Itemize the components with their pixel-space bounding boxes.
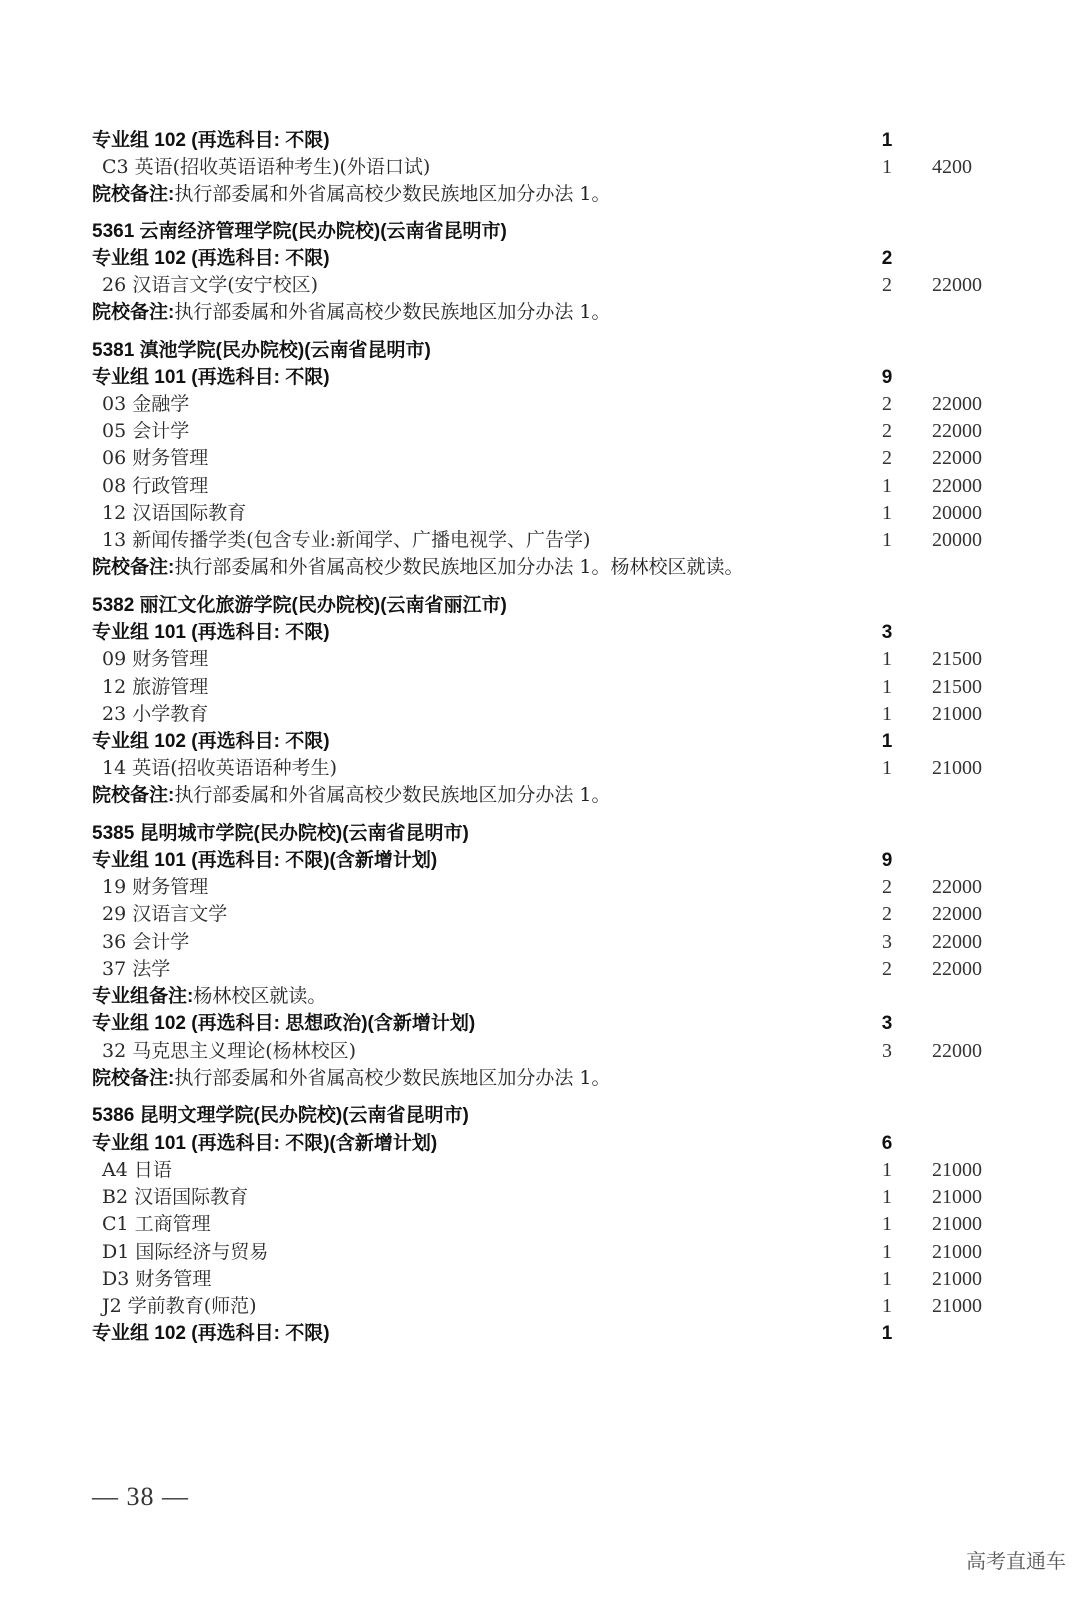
major-group-row [0, 847, 1080, 874]
group-name: 专业组 101 (再选科目: 不限)(含新增计划) [92, 1133, 438, 1154]
school-name: 5386 昆明文理学院(民办院校)(云南省昆明市) [92, 1105, 469, 1126]
tuition-fee: 21000 [932, 757, 982, 779]
major-row [0, 418, 1080, 445]
major-name: A4 日语 [102, 1159, 172, 1181]
major-row [0, 646, 1080, 673]
tuition-fee: 4200 [932, 156, 972, 178]
remark-text [92, 1065, 610, 1092]
group-name: 专业组 102 (再选科目: 不限) [92, 1323, 330, 1344]
major-name: 29 汉语言文学 [102, 903, 228, 925]
major-name: 13 新闻传播学类(包含专业:新闻学、广播电视学、广告学) [102, 529, 591, 551]
tuition-fee: 20000 [932, 502, 982, 524]
tuition-fee: 21000 [932, 703, 982, 725]
remark-text [92, 554, 743, 581]
remark-text [92, 782, 610, 809]
group-name: 专业组 102 (再选科目: 不限) [92, 248, 330, 269]
tuition-fee: 22000 [932, 274, 982, 296]
major-row [0, 1184, 1080, 1211]
plan-count: 1 [881, 1323, 893, 1344]
tuition-fee: 21000 [932, 1241, 982, 1263]
tuition-fee: 22000 [932, 475, 982, 497]
major-row [0, 874, 1080, 901]
school-name: 5385 昆明城市学院(民办院校)(云南省昆明市) [92, 823, 469, 844]
remark-label: 专业组备注: [92, 986, 194, 1007]
group-name: 专业组 101 (再选科目: 不限) [92, 622, 330, 643]
remark-body: 执行部委属和外省属高校少数民族地区加分办法 1。 [174, 183, 611, 205]
plan-count: 9 [881, 850, 893, 871]
plan-count: 1 [882, 475, 892, 497]
tuition-fee: 21000 [932, 1186, 982, 1208]
school-header-row [0, 592, 1080, 619]
watermark: 高考直通车 [966, 1551, 1066, 1573]
plan-count: 1 [882, 703, 892, 725]
remark-label: 院校备注: [92, 302, 175, 323]
remark-body: 杨林校区就读。 [193, 985, 327, 1007]
remark-row [0, 181, 1080, 208]
plan-count: 2 [882, 876, 892, 898]
school-header-row [0, 1102, 1080, 1129]
major-row [0, 500, 1080, 527]
plan-count: 1 [882, 529, 892, 551]
major-group-row [0, 127, 1080, 154]
plan-count: 1 [882, 502, 892, 524]
major-row [0, 1038, 1080, 1065]
major-row [0, 1239, 1080, 1266]
remark-label: 院校备注: [92, 557, 175, 578]
tuition-fee: 22000 [932, 931, 982, 953]
major-name: 14 英语(招收英语语种考生) [102, 757, 338, 779]
plan-count: 3 [882, 931, 892, 953]
plan-count: 2 [882, 420, 892, 442]
remark-row [0, 782, 1080, 809]
major-row [0, 956, 1080, 983]
major-name: 19 财务管理 [102, 876, 209, 898]
tuition-fee: 21500 [932, 676, 982, 698]
group-name: 专业组 101 (再选科目: 不限) [92, 367, 330, 388]
major-group-row [0, 619, 1080, 646]
tuition-fee: 22000 [932, 420, 982, 442]
major-name: 09 财务管理 [102, 648, 209, 670]
group-name: 专业组 102 (再选科目: 思想政治)(含新增计划) [92, 1013, 476, 1034]
major-row [0, 674, 1080, 701]
major-group-row [0, 245, 1080, 272]
major-row [0, 1211, 1080, 1238]
major-row [0, 755, 1080, 782]
remark-body: 执行部委属和外省属高校少数民族地区加分办法 1。杨林校区就读。 [174, 556, 744, 578]
plan-count: 9 [881, 367, 893, 388]
tuition-fee: 22000 [932, 903, 982, 925]
remark-body: 执行部委属和外省属高校少数民族地区加分办法 1。 [174, 784, 611, 806]
major-row [0, 527, 1080, 554]
major-name: 12 旅游管理 [102, 676, 209, 698]
major-name: 08 行政管理 [102, 475, 209, 497]
school-header-row [0, 820, 1080, 847]
remark-row [0, 299, 1080, 326]
remark-body: 执行部委属和外省属高校少数民族地区加分办法 1。 [174, 301, 611, 323]
school-header-row [0, 337, 1080, 364]
major-name: 36 会计学 [102, 931, 190, 953]
tuition-fee: 21000 [932, 1159, 982, 1181]
group-name: 专业组 101 (再选科目: 不限)(含新增计划) [92, 850, 438, 871]
plan-count: 2 [882, 274, 892, 296]
plan-count: 1 [882, 1159, 892, 1181]
plan-count: 1 [882, 757, 892, 779]
plan-count: 6 [881, 1133, 893, 1154]
remark-text [92, 181, 610, 208]
major-row [0, 445, 1080, 472]
school-name: 5382 丽江文化旅游学院(民办院校)(云南省丽江市) [92, 595, 507, 616]
remark-text [92, 983, 326, 1010]
major-name: D3 财务管理 [102, 1268, 212, 1290]
major-group-row [0, 1130, 1080, 1157]
remark-body: 执行部委属和外省属高校少数民族地区加分办法 1。 [174, 1067, 611, 1089]
major-row [0, 701, 1080, 728]
tuition-fee: 21500 [932, 648, 982, 670]
major-group-row [0, 728, 1080, 755]
major-group-row [0, 364, 1080, 391]
major-name: 12 汉语国际教育 [102, 502, 247, 524]
remark-text [92, 299, 610, 326]
tuition-fee: 22000 [932, 393, 982, 415]
major-name: J2 学前教育(师范) [102, 1295, 257, 1317]
plan-count: 1 [882, 1213, 892, 1235]
plan-count: 3 [881, 1013, 893, 1034]
major-name: C3 英语(招收英语语种考生)(外语口试) [102, 156, 431, 178]
tuition-fee: 20000 [932, 529, 982, 551]
major-row [0, 391, 1080, 418]
remark-row [0, 1065, 1080, 1092]
remark-row [0, 983, 1080, 1010]
major-row [0, 929, 1080, 956]
school-name: 5381 滇池学院(民办院校)(云南省昆明市) [92, 340, 431, 361]
plan-count: 1 [882, 676, 892, 698]
major-name: 05 会计学 [102, 420, 190, 442]
plan-count: 1 [881, 130, 893, 151]
plan-count: 1 [881, 731, 893, 752]
plan-count: 2 [882, 393, 892, 415]
major-name: D1 国际经济与贸易 [102, 1241, 269, 1263]
major-row [0, 1157, 1080, 1184]
tuition-fee: 21000 [932, 1213, 982, 1235]
major-row [0, 1266, 1080, 1293]
group-name: 专业组 102 (再选科目: 不限) [92, 130, 330, 151]
page-number: — 38 — [92, 1482, 189, 1511]
tuition-fee: 22000 [932, 1040, 982, 1062]
plan-count: 1 [882, 156, 892, 178]
major-name: 06 财务管理 [102, 447, 209, 469]
major-name: C1 工商管理 [102, 1213, 211, 1235]
plan-count: 3 [881, 622, 893, 643]
plan-count: 2 [881, 248, 893, 269]
plan-count: 1 [882, 1295, 892, 1317]
remark-label: 院校备注: [92, 1068, 175, 1089]
major-row [0, 1293, 1080, 1320]
major-group-row [0, 1010, 1080, 1037]
tuition-fee: 22000 [932, 876, 982, 898]
major-name: 37 法学 [102, 958, 171, 980]
group-name: 专业组 102 (再选科目: 不限) [92, 731, 330, 752]
major-row [0, 272, 1080, 299]
remark-label: 院校备注: [92, 184, 175, 205]
plan-count: 2 [882, 958, 892, 980]
major-name: 32 马克思主义理论(杨林校区) [102, 1040, 357, 1062]
tuition-fee: 22000 [932, 447, 982, 469]
major-name: 03 金融学 [102, 393, 190, 415]
remark-row [0, 554, 1080, 581]
plan-count: 1 [882, 648, 892, 670]
major-group-row [0, 1320, 1080, 1347]
major-row [0, 154, 1080, 181]
plan-count: 3 [882, 1040, 892, 1062]
plan-count: 1 [882, 1241, 892, 1263]
remark-label: 院校备注: [92, 785, 175, 806]
major-name: 26 汉语言文学(安宁校区) [102, 274, 319, 296]
major-row [0, 473, 1080, 500]
plan-count: 2 [882, 447, 892, 469]
plan-count: 2 [882, 903, 892, 925]
major-name: 23 小学教育 [102, 703, 209, 725]
plan-count: 1 [882, 1268, 892, 1290]
plan-count: 1 [882, 1186, 892, 1208]
major-name: B2 汉语国际教育 [102, 1186, 249, 1208]
major-row [0, 901, 1080, 928]
tuition-fee: 22000 [932, 958, 982, 980]
tuition-fee: 21000 [932, 1268, 982, 1290]
tuition-fee: 21000 [932, 1295, 982, 1317]
school-name: 5361 云南经济管理学院(民办院校)(云南省昆明市) [92, 221, 507, 242]
school-header-row [0, 218, 1080, 245]
